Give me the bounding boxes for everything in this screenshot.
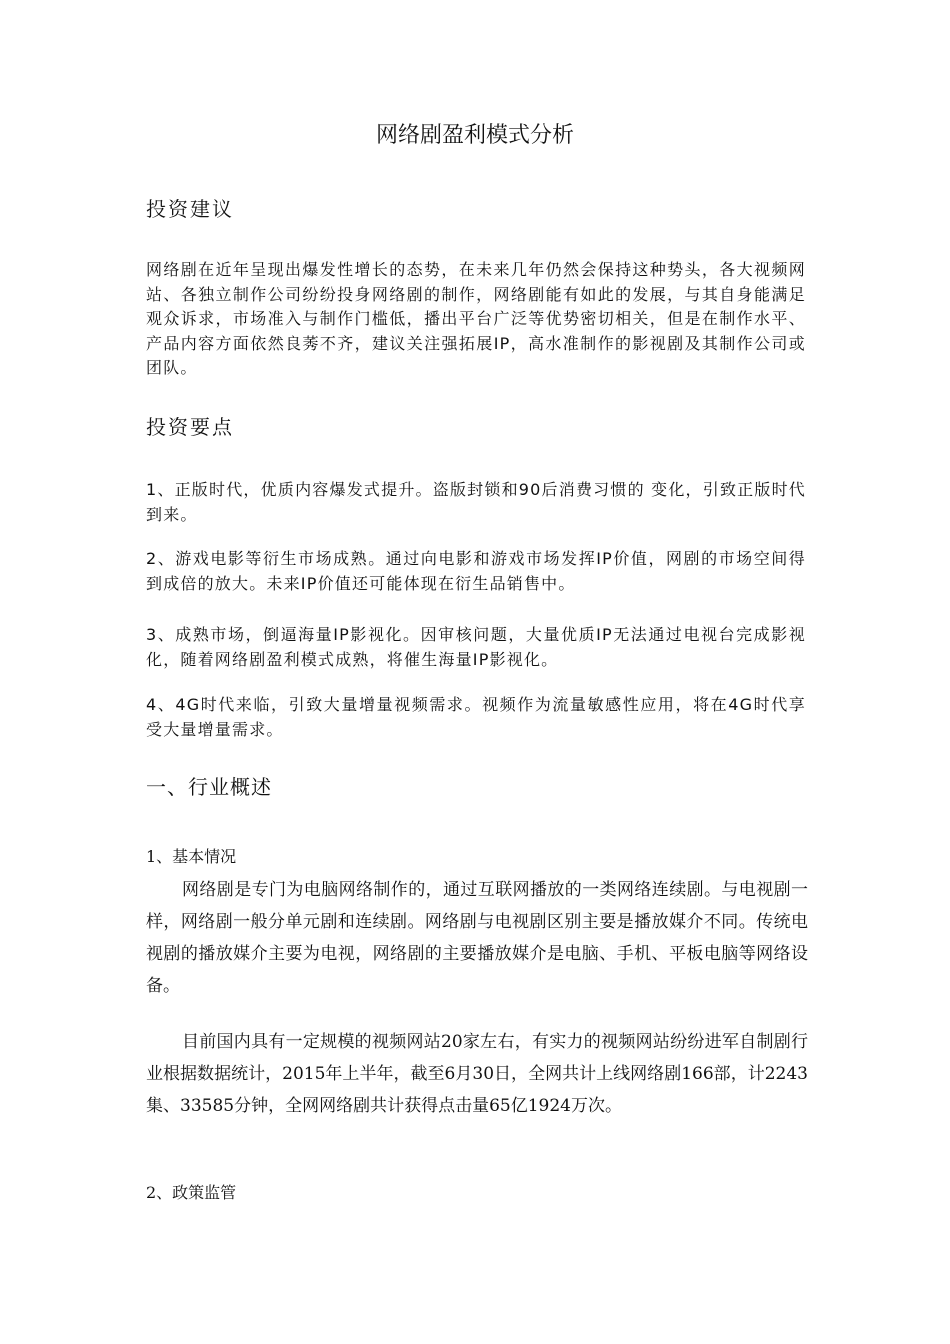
basic-situation-paragraph-1: 网络剧是专门为电脑网络制作的，通过互联网播放的一类网络连续剧。与电视剧一样，网络剧一般分单元剧和连续剧。网络剧与电视剧区别主要是播放媒介不同。传统电视剧的播放媒介主要为电视，网络剧的主要播放媒介是电脑、手机、平板电脑等网络设备。 xyxy=(146,880,808,996)
investment-point-2: 2、游戏电影等衍生市场成熟。通过向电影和游戏市场发挥IP价值，网剧的市场空间得到成倍的放大。未来IP价值还可能体现在衍生品销售中。 xyxy=(146,549,806,593)
investment-point-3: 3、成熟市场，倒逼海量IP影视化。因审核问题，大量优质IP无法通过电视台完成影视化，随着网络剧盈利模式成熟，将催生海量IP影视化。 xyxy=(146,625,806,669)
basic-situation-paragraph-2: 目前国内具有一定规模的视频网站20家左右，有实力的视频网站纷纷进军自制剧行业根据数据统计，2015年上半年，截至6月30日，全网共计上线网络剧166部，计2243集、33585分钟，全网网络剧共计获得点击量65亿1924万次。 xyxy=(146,1032,808,1116)
section-heading-industry-overview: 一、行业概述 xyxy=(146,775,272,799)
investment-advice-paragraph: 网络剧在近年呈现出爆发性增长的态势，在未来几年仍然会保持这种势头，各大视频网站、各独立制作公司纷纷投身网络剧的制作，网络剧能有如此的发展，与其自身能满足观众诉求，市场准入与制作门槛低，播出平台广泛等优势密切相关，但是在制作水平、产品内容方面依然良莠不齐，建议关注强拓展IP，高水准制作的影视剧及其制作公司或团队。 xyxy=(146,260,806,377)
page-title: 网络剧盈利模式分析 xyxy=(375,123,574,148)
investment-point-1: 1、正版时代，优质内容爆发式提升。盗版封锁和90后消费习惯的 变化，引致正版时代到来。 xyxy=(146,480,806,524)
section-heading-investment-points: 投资要点 xyxy=(146,415,234,439)
section-heading-investment-advice: 投资建议 xyxy=(146,197,234,221)
subheading-policy-regulation: 2、政策监管 xyxy=(146,1183,237,1202)
investment-point-4: 4、4G时代来临，引致大量增量视频需求。视频作为流量敏感性应用，将在4G时代享受大量增量需求。 xyxy=(146,695,806,739)
subheading-basic-situation: 1、基本情况 xyxy=(146,847,237,866)
